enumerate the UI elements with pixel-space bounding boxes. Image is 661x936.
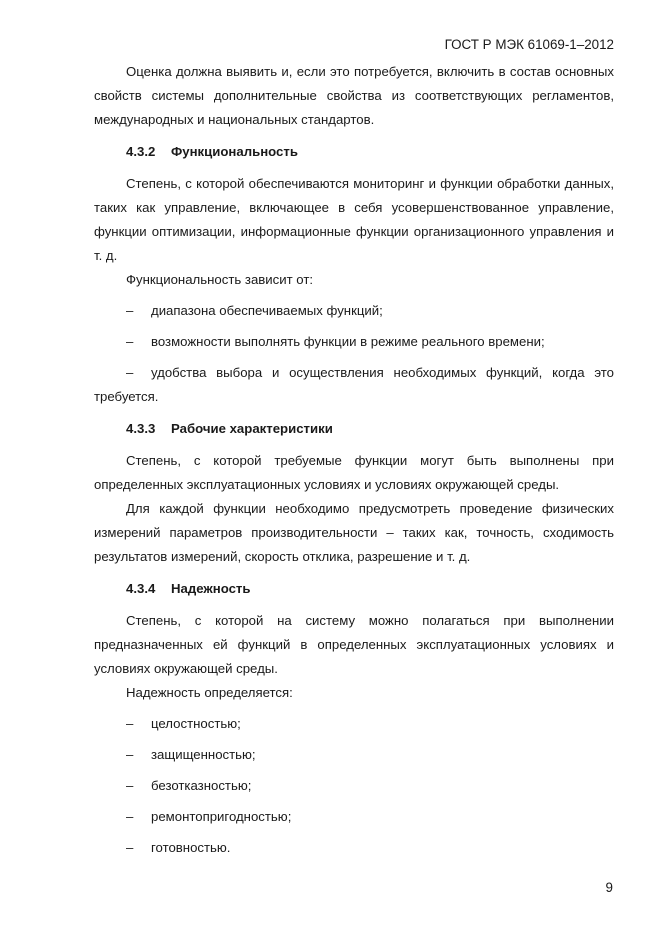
- section-heading-4-3-4: [94, 577, 614, 601]
- paragraph: Для каждой функции необходимо предусмотреть проведение физических измерений параметров производительности – таких как, точность, сходимость результатов измерений, скорость отклика, разрешение и т. д.: [94, 501, 614, 564]
- paragraph: Надежность определяется:: [126, 685, 293, 700]
- list-item-text: готовностью.: [151, 840, 231, 855]
- section-number: 4.3.4: [126, 581, 156, 596]
- list-item-text: удобства выбора и осуществления необходимых функций, когда это требуется.: [94, 365, 614, 404]
- dash-marker: –: [126, 778, 134, 793]
- list-item-text: диапазона обеспечиваемых функций;: [151, 303, 383, 318]
- section-heading-4-3-2: [94, 140, 614, 164]
- list-item: [94, 330, 614, 354]
- list-item-text: ремонтопригодностью;: [151, 809, 292, 824]
- list-item-text: безотказностью;: [151, 778, 252, 793]
- section-heading-4-3-3: [94, 417, 614, 441]
- paragraph: Степень, с которой требуемые функции могут быть выполнены при определенных эксплуатационных условиях и условиях окружающей среды.: [94, 453, 614, 492]
- dash-marker: –: [126, 809, 134, 824]
- dash-marker: –: [126, 716, 134, 731]
- list-item: [94, 743, 614, 767]
- list-item: [94, 712, 614, 736]
- list-item: [94, 774, 614, 798]
- dash-marker: –: [126, 334, 134, 349]
- dash-marker: –: [126, 840, 134, 855]
- list-item: [94, 299, 614, 323]
- dash-marker: –: [126, 303, 134, 318]
- list-item: [94, 805, 614, 829]
- section-title: Надежность: [171, 581, 251, 596]
- section-number: 4.3.2: [126, 144, 156, 159]
- section-title: Функциональность: [171, 144, 298, 159]
- list-item: [94, 361, 614, 409]
- paragraph: Функциональность зависит от:: [126, 272, 314, 287]
- list-item-text: целостностью;: [151, 716, 241, 731]
- intro-paragraph: Оценка должна выявить и, если это потребуется, включить в состав основных свойств системы дополнительные свойства из соответствующих регламентов, международных и национальных стандартов.: [94, 64, 614, 127]
- document-code: ГОСТ Р МЭК 61069-1–2012: [444, 37, 614, 52]
- page-number: 9: [605, 880, 613, 895]
- list-item: [94, 836, 614, 860]
- dash-marker: –: [126, 365, 134, 380]
- list-item-text: возможности выполнять функции в режиме реального времени;: [151, 334, 545, 349]
- paragraph: Степень, с которой обеспечиваются мониторинг и функции обработки данных, таких как управление, включающее в себя усовершенствованное управление, функции оптимизации, информационные функции организационного управления и т. д.: [94, 176, 614, 263]
- section-number: 4.3.3: [126, 421, 156, 436]
- section-title: Рабочие характеристики: [171, 421, 333, 436]
- list-item-text: защищенностью;: [151, 747, 256, 762]
- dash-marker: –: [126, 747, 134, 762]
- document-body: [94, 60, 614, 860]
- paragraph: Степень, с которой на систему можно полагаться при выполнении предназначенных ей функций в определенных эксплуатационных условиях и условиях окружающей среды.: [94, 613, 614, 676]
